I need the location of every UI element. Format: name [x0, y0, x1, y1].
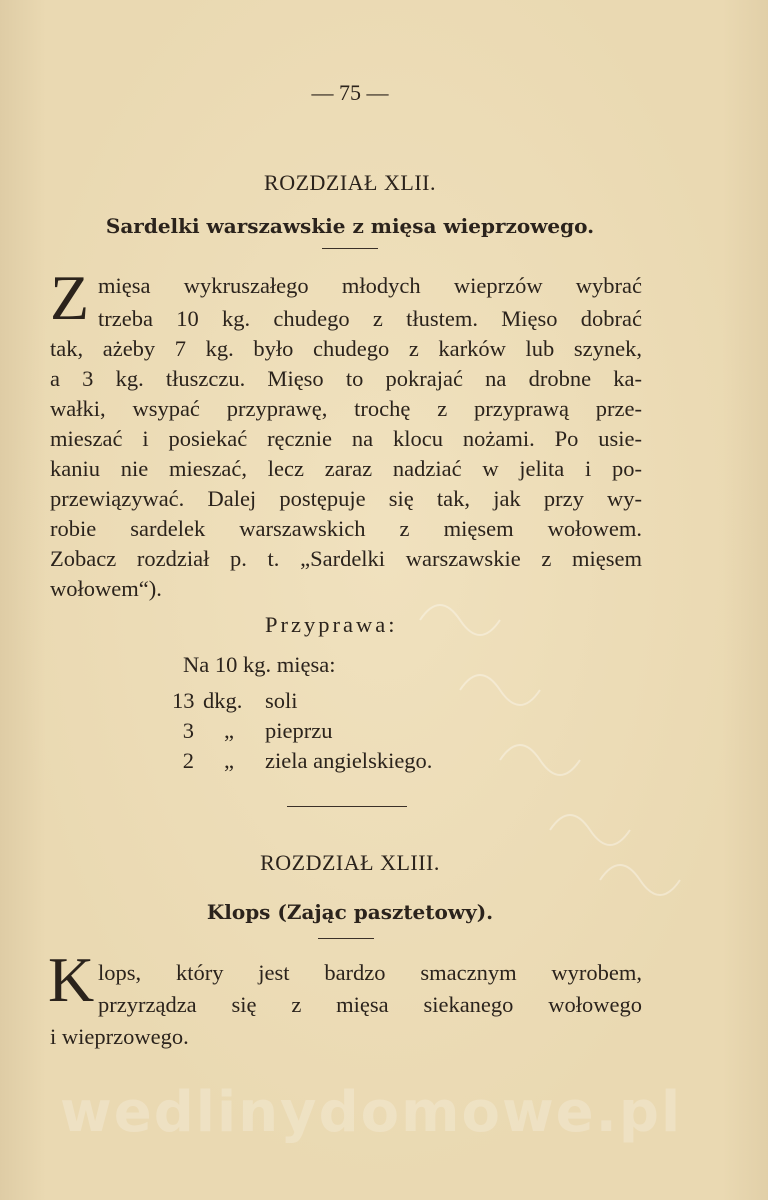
paragraph-line: Zobacz rozdział p. t. „Sardelki warszawskie z mięsem	[50, 546, 642, 571]
seasoning-base: Na 10 kg. mięsa:	[183, 652, 336, 677]
chapter-heading: ROZDZIAŁ XLIII.	[260, 850, 440, 875]
seasoning-qty: 2	[182, 748, 194, 773]
seasoning-name: pieprzu	[265, 718, 333, 743]
seasoning-unit: „	[224, 748, 234, 773]
seasoning-name: ziela angielskiego.	[265, 748, 433, 773]
dropcap-letter: Z	[50, 262, 90, 333]
paragraph-line: lops, który jest bardzo smacznym wyrobem,	[98, 960, 642, 985]
paragraph-line: wołowem“).	[50, 576, 162, 601]
seasoning-qty: 3	[182, 718, 194, 743]
chapter-title: Klops (Zając pasztetowy).	[206, 900, 494, 924]
paragraph-line: trzeba 10 kg. chudego z tłustem. Mięso dobrać	[98, 306, 642, 331]
site-watermark: wedlinydomowe.pl	[60, 1080, 683, 1145]
paragraph-line: mieszać i posiekać ręcznie na klocu nożami. Po usie-	[50, 426, 642, 451]
chapter-title: Sardelki warszawskie z mięsa wieprzowego.	[105, 214, 595, 238]
paragraph-line: robie sardelek warszawskich z mięsem wołowem.	[50, 516, 642, 541]
paragraph-line: tak, ażeby 7 kg. było chudego z karków lub szynek,	[50, 336, 642, 361]
seasoning-qty: 13	[172, 688, 195, 713]
chapter-heading: ROZDZIAŁ XLII.	[264, 170, 436, 195]
paragraph-line: wałki, wsypać przyprawę, trochę z przyprawą prze-	[50, 396, 642, 421]
seasoning-heading: Przyprawa:	[265, 612, 398, 637]
dropcap-letter: K	[48, 944, 95, 1015]
paragraph-line: kaniu nie mieszać, lecz zaraz nadziać w jelita i po-	[50, 456, 642, 481]
paragraph-line: i wieprzowego.	[50, 1024, 189, 1049]
seasoning-name: soli	[265, 688, 298, 713]
paragraph-line: przyrządza się z mięsa siekanego wołowego	[98, 992, 642, 1017]
seasoning-unit: „	[224, 718, 234, 743]
paragraph-line: przewiązywać. Dalej postępuje się tak, jak przy wy-	[50, 486, 642, 511]
seasoning-unit: dkg.	[203, 688, 243, 713]
paragraph-line: mięsa wykruszałego młodych wieprzów wybrać	[98, 273, 642, 298]
page-number: — 75 —	[311, 80, 389, 105]
paragraph-line: a 3 kg. tłuszczu. Mięso to pokrajać na drobne ka-	[50, 366, 642, 391]
